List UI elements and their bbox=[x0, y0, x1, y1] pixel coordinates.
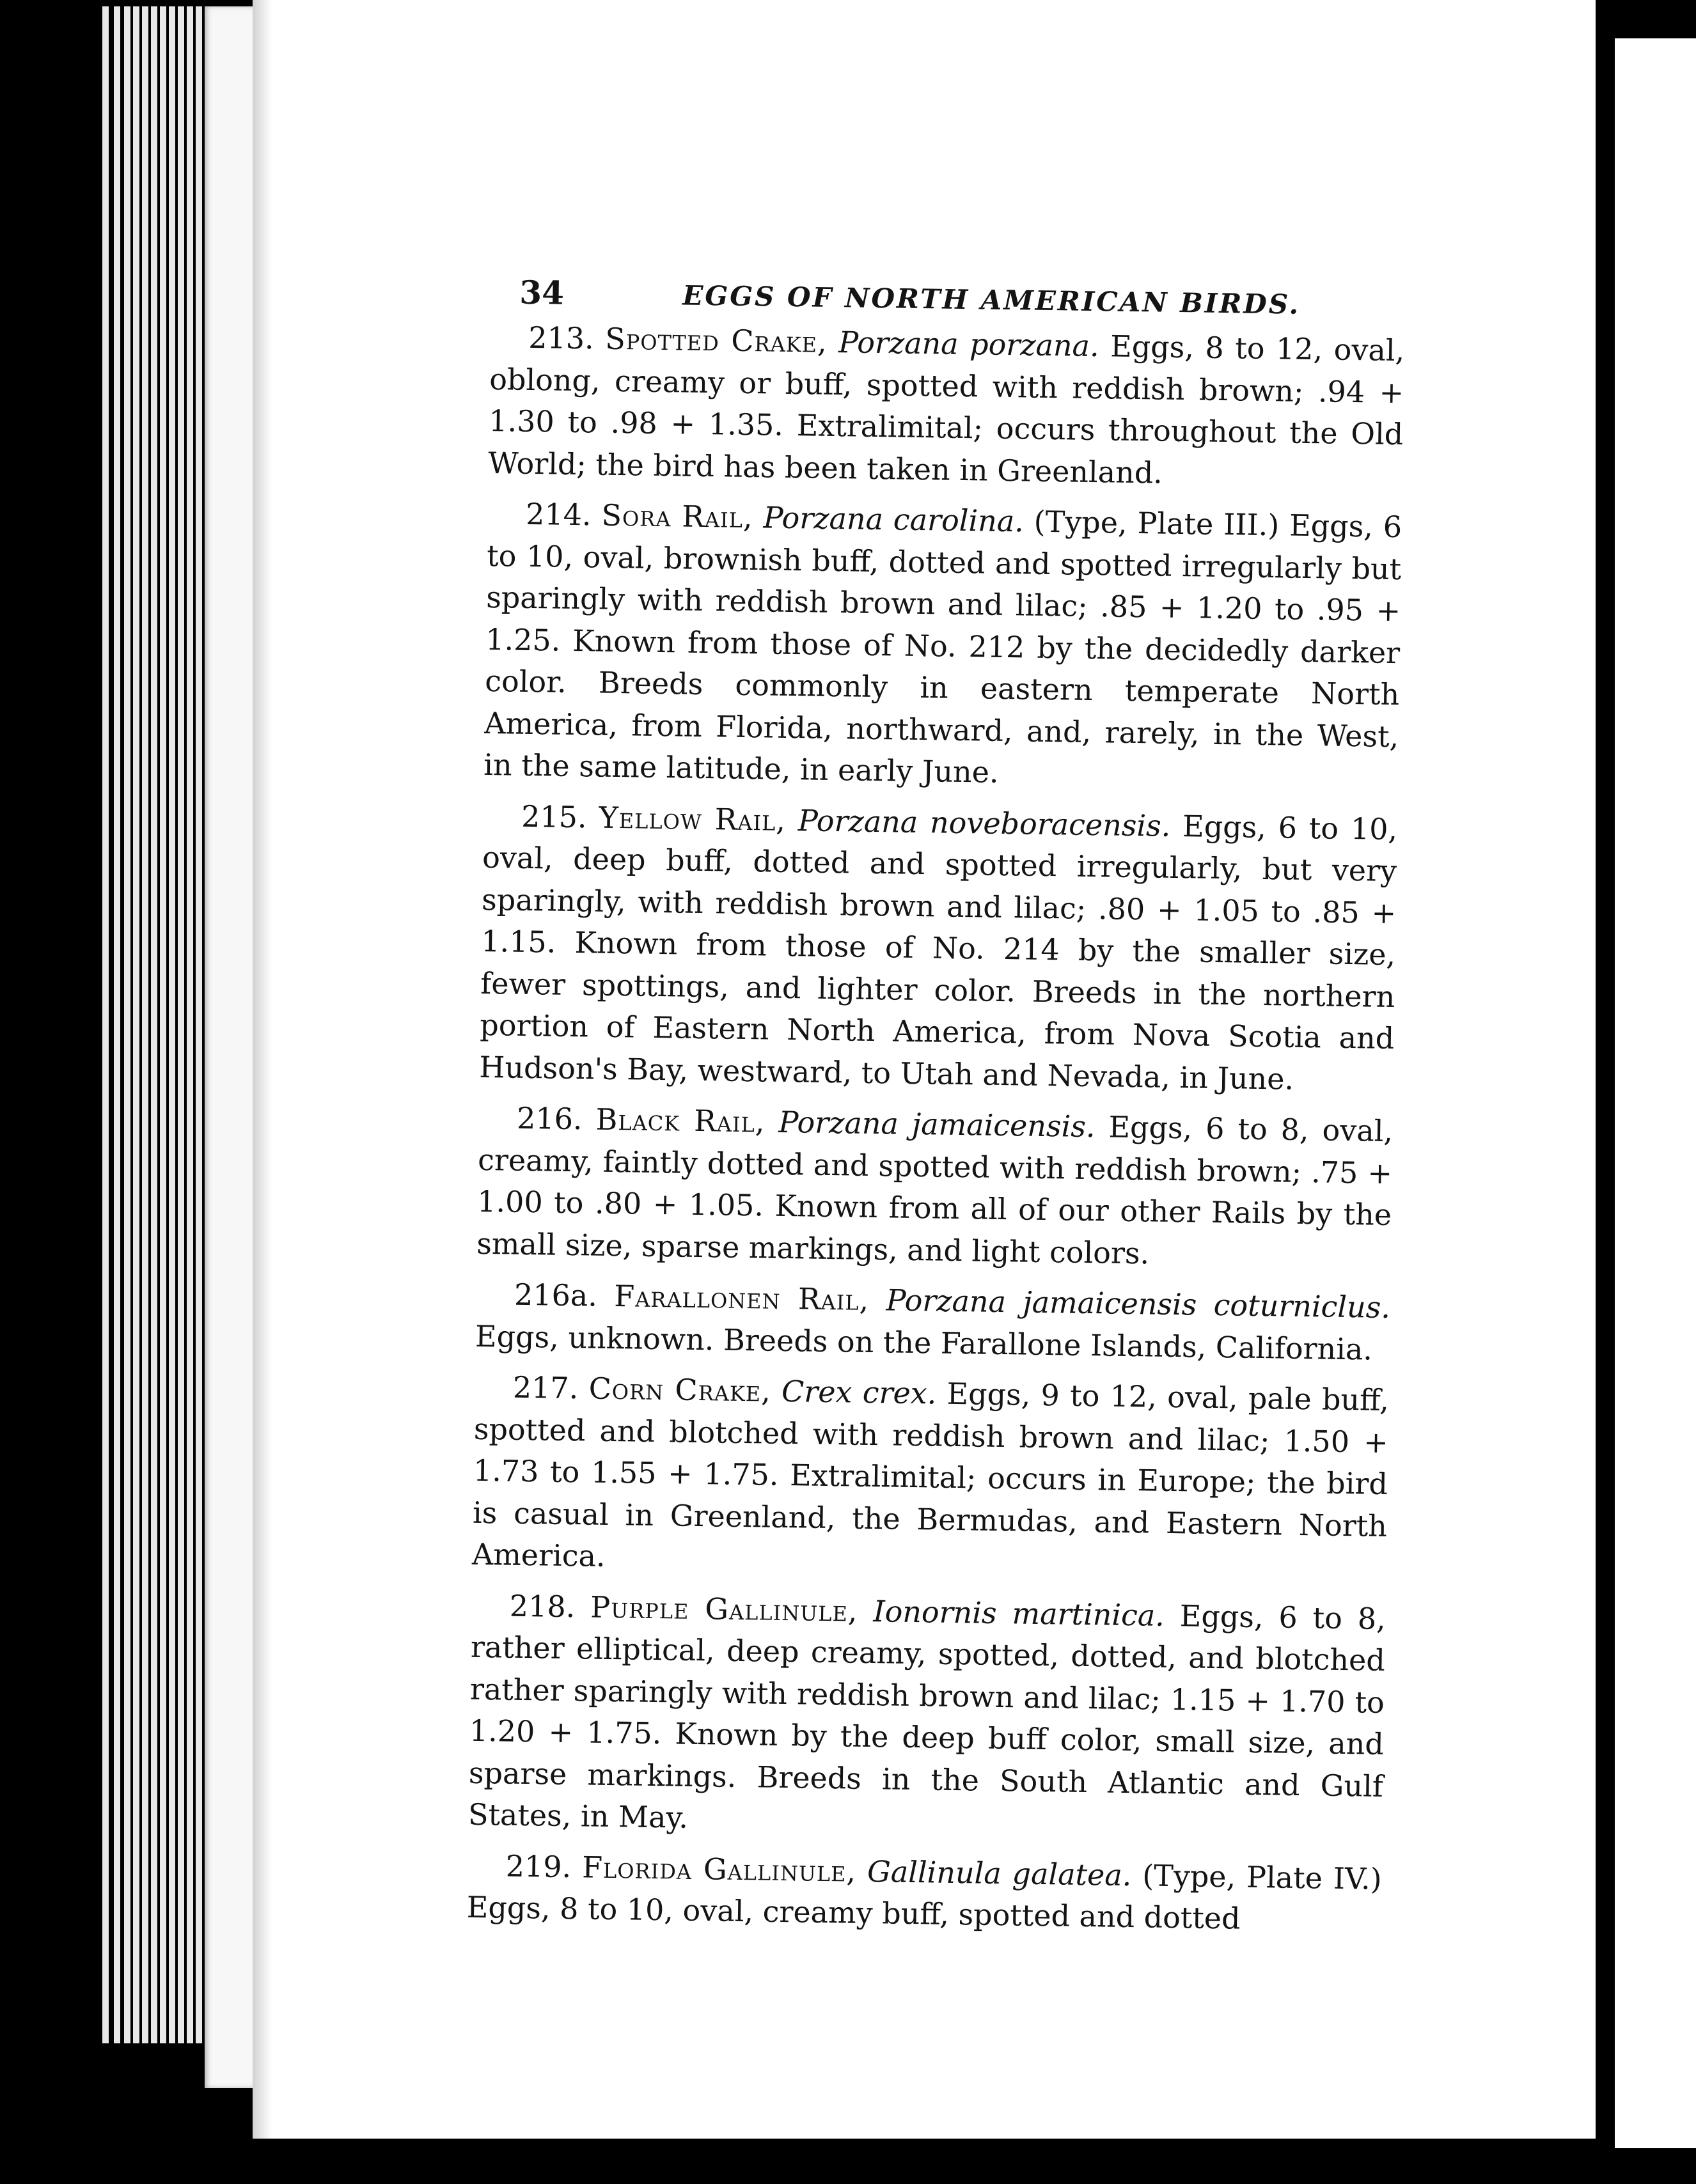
entry-number: 213. bbox=[528, 320, 595, 356]
entry-number: 219. bbox=[505, 1848, 572, 1884]
species-entry-216 bbox=[476, 1097, 1394, 1278]
entry-number: 217. bbox=[512, 1369, 579, 1406]
scientific-name: Ionornis martinica. bbox=[873, 1593, 1165, 1633]
common-name: Florida Gallinule, bbox=[581, 1849, 857, 1889]
running-title: EGGS OF NORTH AMERICAN BIRDS. bbox=[682, 279, 1301, 320]
common-name: Corn Crake, bbox=[588, 1371, 772, 1408]
entry-description: Eggs, 6 to 10, oval, deep buff, dotted and spotted irregularly, but very sparingly, with reddish brown and lilac; .80 + 1.05 to .85 + 1.15. Known from those of No. 214 by the smaller size, fewer spottings, and lighter color. Breeds in the northern portion of Eastern North America, from Nova Scotia and Hudson's Bay, westward, to Utah and Nevada, in June. bbox=[479, 808, 1398, 1096]
scientific-name: Porzana carolina. bbox=[763, 500, 1025, 539]
page-number: 34 bbox=[519, 273, 565, 312]
species-entry-215 bbox=[479, 795, 1398, 1102]
entry-number: 218. bbox=[509, 1588, 576, 1624]
species-entry-213 bbox=[488, 316, 1405, 497]
entry-description: (Type, Plate IV.) Eggs, 8 to 10, oval, creamy buff, spotted and dotted bbox=[466, 1857, 1383, 1936]
common-name: Spotted Crake, bbox=[604, 321, 828, 359]
entry-number: 215. bbox=[521, 799, 588, 834]
scientific-name: Gallinula galatea. bbox=[867, 1853, 1132, 1892]
entry-description: Eggs, 9 to 12, oval, pale buff, spotted and blotched with reddish brown and lilac; 1.50 + 1.73 to 1.55 + 1.75. Extralimital; occurs in Europe; the bird is casual in Greenland, the Bermudas, and Eastern North America. bbox=[471, 1376, 1390, 1573]
entry-description: (Type, Plate III.) Eggs, 6 to 10, oval, brownish buff, dotted and spotted irregularly but sparingly with reddish brown and lilac; .85 + 1.20 to .95 + 1.25. Known from those of No. 212 by the decidedly darker color. Breeds commonly in eastern temperate North America, from Florida, northward, and, rarely, in the West, in the same latitude, in early June. bbox=[483, 504, 1402, 790]
common-name: Sora Rail, bbox=[601, 497, 754, 535]
common-name: Black Rail, bbox=[595, 1102, 766, 1139]
entry-description: Eggs, 8 to 12, oval, oblong, creamy or buff, spotted with reddish brown; .94 + 1.30 to .98 + 1.35. Extralimital; occurs throughout the Old World; the bird has been taken in Greenland. bbox=[488, 329, 1405, 490]
species-entry-219 bbox=[466, 1845, 1382, 1942]
species-entry-218 bbox=[468, 1584, 1386, 1849]
page-edge-shadow bbox=[205, 6, 256, 2088]
entry-number: 216. bbox=[516, 1100, 583, 1137]
scientific-name: Porzana noveboracensis. bbox=[797, 802, 1171, 843]
scientific-name: Porzana jamaicensis. bbox=[778, 1104, 1095, 1144]
next-page-sliver bbox=[1615, 38, 1696, 2148]
scientific-name: Porzana jamaicensis coturniclus. bbox=[886, 1283, 1391, 1325]
species-entry-216a bbox=[475, 1274, 1391, 1371]
right-gutter bbox=[1596, 0, 1615, 2184]
species-entry-214 bbox=[483, 493, 1402, 800]
entry-description: Eggs, unknown. Breeds on the Farallone Islands, California. bbox=[475, 1318, 1373, 1367]
common-name: Yellow Rail, bbox=[599, 800, 787, 838]
page-text bbox=[466, 265, 1406, 1951]
entry-number: 216a. bbox=[514, 1277, 598, 1313]
entry-description: Eggs, 6 to 8, oval, creamy, faintly dotted and spotted with reddish brown; .75 + 1.00 to .80 + 1.05. Known from all of our other Rails by the small size, sparse markings, and light colors. bbox=[476, 1109, 1394, 1270]
scientific-name: Crex crex. bbox=[781, 1373, 937, 1411]
species-entry-217 bbox=[472, 1366, 1390, 1589]
page-gutter-shadow bbox=[253, 0, 272, 2139]
common-name: Purple Gallinule, bbox=[590, 1589, 858, 1628]
scientific-name: Porzana porzana. bbox=[838, 325, 1100, 364]
entry-number: 214. bbox=[525, 496, 592, 533]
entry-description: Eggs, 6 to 8, rather elliptical, deep creamy, spotted, dotted, and blotched rather sparingly with reddish brown and lilac; 1.15 + 1.70 to 1.20 + 1.75. Known by the deep buff color, small size, and sparse markings. Breeds in the South Atlantic and Gulf States, in May. bbox=[467, 1598, 1386, 1835]
common-name: Farallonen Rail, bbox=[613, 1279, 870, 1317]
